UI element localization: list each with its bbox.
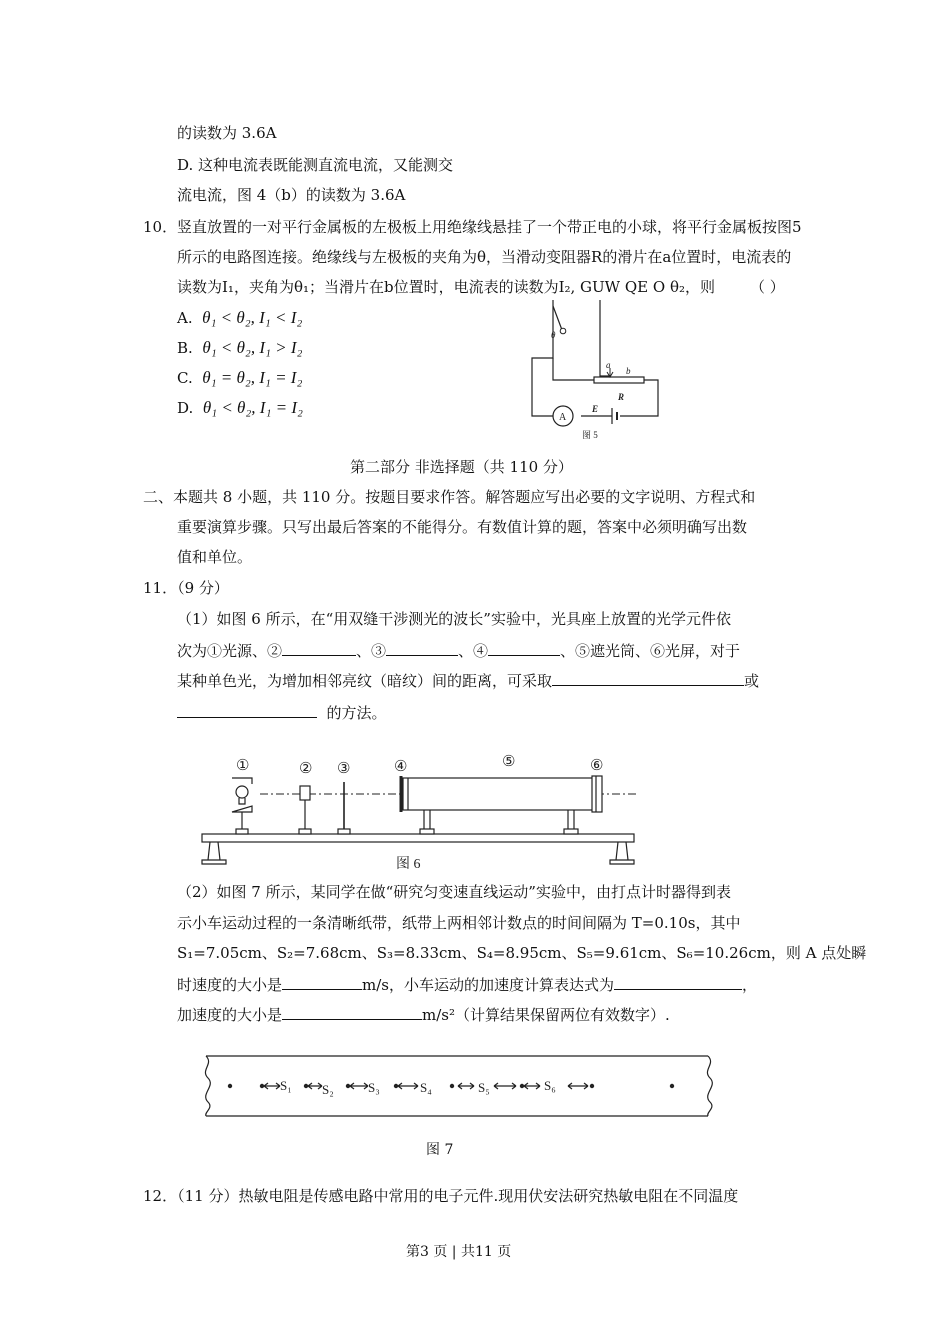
answer-blank-2[interactable] xyxy=(282,640,356,656)
fig6-label-5: ⑤ xyxy=(502,754,516,770)
resistor-R-label: R xyxy=(618,392,625,402)
slider-a-label: a xyxy=(606,360,611,370)
part2-heading: 第二部分 非选择题（共 110 分） xyxy=(350,458,573,476)
tape-dot xyxy=(450,1084,454,1088)
text-segment: ， xyxy=(742,976,758,994)
q11-part2-line4 xyxy=(177,974,757,995)
answer-blank-acceleration-expression[interactable] xyxy=(614,974,742,990)
q10-line2: 所示的电路图连接。绝缘线与左极板的夹角为θ，当滑动变阻器R的滑片在a位置时，电流表的 xyxy=(177,248,792,266)
q10-option-c xyxy=(177,368,302,388)
part2-intro-line3: 值和单位。 xyxy=(177,548,253,566)
q10-answer-bracket: （ ） xyxy=(750,278,785,296)
insulating-thread xyxy=(553,306,562,330)
answer-blank-4[interactable] xyxy=(488,640,560,656)
fig6-label-2: ② xyxy=(299,761,313,777)
answer-blank-3[interactable] xyxy=(386,640,458,656)
screen-element xyxy=(592,776,602,812)
tape-label-s1: S₁ xyxy=(280,1078,292,1093)
fig6-label-4: ④ xyxy=(394,759,408,775)
option-expression: θ₁ < θ₂, I₁ > I₂ xyxy=(202,338,303,357)
q11-part2-line1: （2）如图 7 所示，某同学在做“研究匀变速直线运动”实验中，由打点计时器得到表 xyxy=(177,883,731,901)
text-segment: 加速度的大小是 xyxy=(177,1006,283,1024)
fig6-label-1: ① xyxy=(236,758,250,774)
charged-ball xyxy=(560,328,566,334)
filter-element xyxy=(300,786,310,800)
figure-5-caption: 图 5 xyxy=(582,430,598,440)
tape-label-s2: S₂ xyxy=(322,1082,334,1097)
tape-dot xyxy=(304,1084,308,1088)
q9-option-d-line2: 流电流，图 4（b）的读数为 3.6A xyxy=(177,186,406,204)
page-footer: 第3 页 | 共11 页 xyxy=(406,1244,512,1260)
wire-rheostat-left xyxy=(553,358,594,380)
text-segment: 的方法。 xyxy=(326,704,387,722)
fig6-label-6: ⑥ xyxy=(590,758,604,774)
text-segment: 时速度的大小是 xyxy=(177,976,283,994)
figure-5-circuit xyxy=(520,298,670,443)
rheostat-R xyxy=(594,377,644,383)
fig6-label-3: ③ xyxy=(337,761,351,777)
text-segment: 某种单色光，为增加相邻亮纹（暗纹）间的距离，可采取 xyxy=(177,672,553,690)
bench-leg-right xyxy=(610,842,634,864)
tape-label-s5: S₅ xyxy=(478,1080,490,1095)
q11-part1-line4 xyxy=(177,702,387,723)
tape-dot xyxy=(590,1084,594,1088)
text-segment: 或 xyxy=(744,672,760,690)
q11-part1-line3 xyxy=(177,670,759,691)
q11-part2-line3: S₁=7.05cm、S₂=7.68cm、S₃=8.33cm、S₄=8.95cm、S₅=9.61cm、S₆=10.26cm，则 A 点处瞬 xyxy=(177,944,867,962)
q9-option-c-end: 的读数为 3.6A xyxy=(177,124,277,142)
option-expression: θ₁ < θ₂, I₁ = I₂ xyxy=(202,398,303,417)
shading-tube xyxy=(403,778,599,810)
q10-option-a xyxy=(177,308,302,328)
tape-dot xyxy=(394,1084,398,1088)
q9-option-d-line1: D. 这种电流表既能测直流电流，又能测交 xyxy=(177,156,454,174)
answer-blank-method2[interactable] xyxy=(177,702,317,718)
option-label: A. xyxy=(177,309,193,327)
tape-label-s3: S₃ xyxy=(368,1080,380,1095)
tape-right-tear xyxy=(707,1056,712,1116)
tape-left-tear xyxy=(205,1056,210,1116)
theta-label: θ xyxy=(551,330,556,340)
light-source-housing xyxy=(232,778,252,812)
q10-option-b xyxy=(177,338,302,358)
q10-line3: 读数为I₁，夹角为θ₁；当滑片在b位置时，电流表的读数为I₂, GUW QE O θ₂，则 xyxy=(177,278,715,296)
text-segment: m/s，小车运动的加速度计算表达式为 xyxy=(362,976,614,994)
option-label: D. xyxy=(177,399,194,417)
slider-b-label: b xyxy=(626,366,631,376)
part2-intro-line2: 重要演算步骤。只写出最后答案的不能得分。有数值计算的题，答案中必须明确写出数 xyxy=(177,518,748,536)
text-segment: 、④ xyxy=(458,642,489,660)
text-segment: m/s²（计算结果保留两位有效数字）. xyxy=(422,1006,670,1024)
bench-leg-left xyxy=(202,842,226,864)
tape-dot xyxy=(670,1084,674,1088)
tape-dot xyxy=(520,1084,524,1088)
part2-intro-line1: 二、本题共 8 小题，共 110 分。按题目要求作答。解答题应写出必要的文字说明、方程式和 xyxy=(143,488,756,506)
q10-option-d xyxy=(177,398,303,418)
option-label: C. xyxy=(177,369,193,387)
q11-part1-line2 xyxy=(177,640,740,661)
q10-number: 10． xyxy=(143,218,178,236)
light-bulb-icon xyxy=(236,786,248,798)
battery-E-label: E xyxy=(592,404,599,414)
figure-6-caption: 图 6 xyxy=(396,857,421,872)
answer-blank-method1[interactable] xyxy=(552,670,744,686)
q10-line1: 竖直放置的一对平行金属板的左极板上用绝缘线悬挂了一个带正电的小球，将平行金属板按图5 xyxy=(177,218,802,236)
option-expression: θ₁ = θ₂, I₁ = I₂ xyxy=(202,368,303,387)
answer-blank-velocity[interactable] xyxy=(282,974,362,990)
figure-6-optical-bench xyxy=(196,748,644,872)
q11-part2-line2: 示小车运动过程的一条清晰纸带，纸带上两相邻计数点的时间间隔为 T=0.10s，其中 xyxy=(177,914,741,932)
tape-label-s6: S₆ xyxy=(544,1078,556,1093)
text-segment: 、⑤遮光筒、⑥光屏，对于 xyxy=(560,642,741,660)
tape-label-s4: S₄ xyxy=(420,1080,432,1095)
wire-left xyxy=(532,348,565,416)
text-segment: 、③ xyxy=(356,642,387,660)
q11-part2-line5 xyxy=(177,1004,670,1025)
option-label: B. xyxy=(177,339,193,357)
answer-blank-acceleration[interactable] xyxy=(282,1004,422,1020)
ammeter-A-label: A xyxy=(559,412,567,423)
tape-dot xyxy=(228,1084,232,1088)
figure-7-paper-tape xyxy=(196,1048,722,1128)
bench-rail xyxy=(202,834,634,842)
tape-dot xyxy=(260,1084,264,1088)
q11-header: 11．（9 分） xyxy=(143,579,229,597)
q12-line1: 12．（11 分）热敏电阻是传感电路中常用的电子元件.现用伏安法研究热敏电阻在不同温度 xyxy=(143,1187,739,1205)
tape-dot xyxy=(346,1084,350,1088)
figure-7-caption: 图 7 xyxy=(426,1142,454,1158)
q11-part1-line1: （1）如图 6 所示，在“用双缝干涉测光的波长”实验中，光具座上放置的光学元件依 xyxy=(177,610,731,628)
option-expression: θ₁ < θ₂, I₁ < I₂ xyxy=(202,308,303,327)
wire-rheostat-right xyxy=(620,380,658,416)
text-segment: 次为①光源、② xyxy=(177,642,283,660)
